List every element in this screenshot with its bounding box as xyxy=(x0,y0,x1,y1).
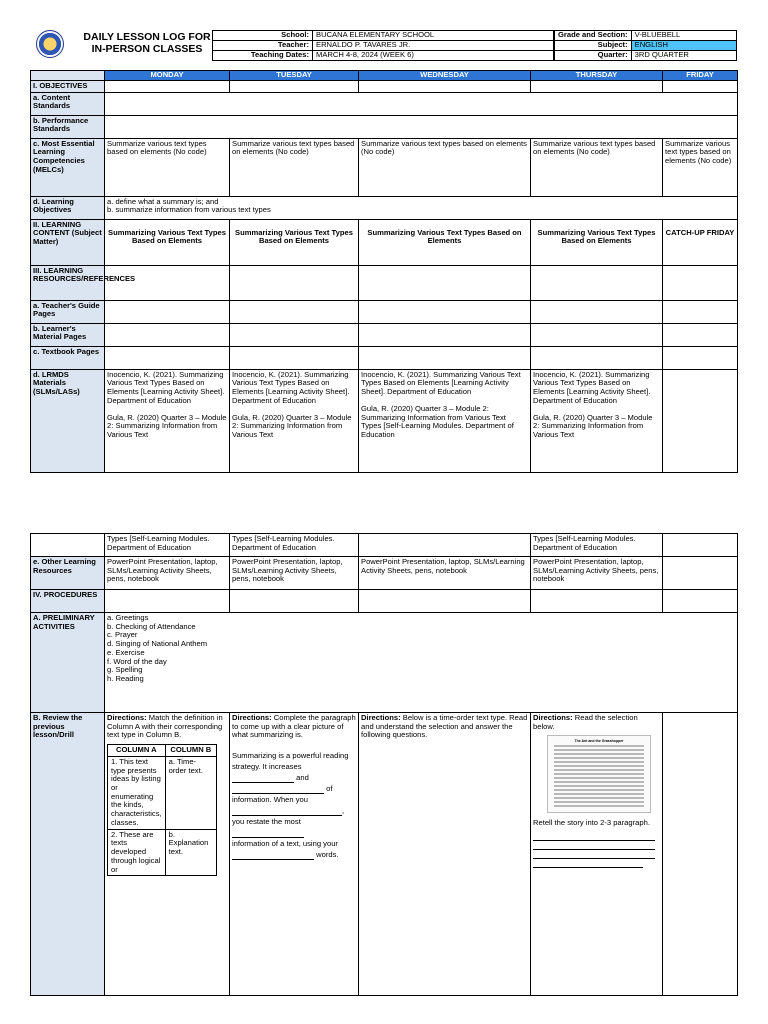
retell-instruction: Retell the story into 2-3 paragraph. xyxy=(533,818,650,828)
document-header xyxy=(30,28,737,65)
melc-tuesday: Summarize various text types based on elements (No code) xyxy=(230,138,359,196)
column-a-header: COLUMN A xyxy=(108,745,166,757)
row-label-learning-resources: III. LEARNING RESOURCES/REFERENCES xyxy=(31,265,105,300)
lrmds-cont-tuesday: Types [Self-Learning Modules. Department of Education xyxy=(230,534,359,557)
lrmds-friday xyxy=(663,369,738,472)
content-tuesday: Summarizing Various Text Types Based on Elements xyxy=(230,219,359,265)
content-friday: CATCH-UP FRIDAY xyxy=(663,219,738,265)
column-b-item: b. Explanation text. xyxy=(165,829,216,876)
document-title: DAILY LESSON LOG FOR IN-PERSON CLASSES xyxy=(83,31,211,56)
day-tuesday: TUESDAY xyxy=(230,71,359,81)
row-label-objectives: I. OBJECTIVES xyxy=(31,81,105,93)
review-monday: Directions: Match the definition in Column A with their corresponding text type in Column B. COLUMN A COLUMN B 1. This text type presents ideas by listing or enumerating the kinds, characteristics, classes. a. Time-order text. 2. These are texts developed through logical or b. Explanation text. xyxy=(105,713,230,996)
lrmds-wednesday: Inocencio, K. (2021). Summarizing Various Text Types Based on Elements [Learning Activity Sheet]. Department of Education Gula, R. (2020) Quarter 3 – Module 2: Summarizing Information from Various Text Types [Self-Learning Modules. Department of Education xyxy=(359,369,531,472)
melc-monday: Summarize various text types based on elements (No code) xyxy=(105,138,230,196)
answer-blank xyxy=(232,793,324,794)
column-a-item: 1. This text type presents ideas by listing or enumerating the kinds, characteristics, classes. xyxy=(108,756,166,829)
lrmds-cont-monday: Types [Self-Learning Modules. Department of Education xyxy=(105,534,230,557)
row-label-performance-standards: b. Performance Standards xyxy=(31,115,105,138)
column-b-item: a. Time-order text. xyxy=(165,756,216,829)
answer-line xyxy=(533,832,655,841)
performance-standards-cell xyxy=(105,115,738,138)
melc-thursday: Summarize various text types based on elements (No code) xyxy=(531,138,663,196)
lrmds-monday: Inocencio, K. (2021). Summarizing Various Text Types Based on Elements [Learning Activity Sheet]. Department of Education Gula, R. (2020) Quarter 3 – Module 2: Summarizing Information from Various Text xyxy=(105,369,230,472)
row-label-review: B. Review the previous lesson/Drill xyxy=(31,713,105,996)
lrmds-cont-thursday: Types [Self-Learning Modules. Department of Education xyxy=(531,534,663,557)
other-res-thursday: PowerPoint Presentation, laptop, SLMs/Learning Activity Sheets, pens, notebook xyxy=(531,557,663,590)
day-header-row xyxy=(31,71,738,81)
class-info-table: Grade and Section: V-BLUEBELL Subject: ENGLISH Quarter: 3RD QUARTER xyxy=(554,30,737,61)
teacher-name: ERNALDO P. TAVARES JR. xyxy=(313,41,554,51)
answer-blank xyxy=(232,782,294,783)
column-a-item: 2. These are texts developed through logical or xyxy=(108,829,166,876)
answer-blank xyxy=(232,837,304,838)
school-name: BUCANA ELEMENTARY SCHOOL xyxy=(313,31,554,41)
quarter-value: 3RD QUARTER xyxy=(631,51,736,61)
row-label-learners-material: b. Learner's Material Pages xyxy=(31,323,105,346)
answer-line xyxy=(533,850,655,859)
row-label-lrmds: d. LRMDS Materials (SLMs/LASs) xyxy=(31,369,105,472)
answer-blank xyxy=(232,859,314,860)
teaching-dates: MARCH 4-8, 2024 (WEEK 6) xyxy=(313,51,554,61)
content-standards-cell xyxy=(105,92,738,115)
row-label-melcs: c. Most Essential Learning Competencies (MELCs) xyxy=(31,138,105,196)
row-label-textbook: c. Textbook Pages xyxy=(31,346,105,369)
day-monday: MONDAY xyxy=(105,71,230,81)
row-label-teachers-guide: a. Teacher's Guide Pages xyxy=(31,300,105,323)
row-label-procedures: IV. PROCEDURES xyxy=(31,590,105,613)
lrmds-tuesday: Inocencio, K. (2021). Summarizing Various Text Types Based on Elements [Learning Activity Sheet]. Department of Education Gula, R. (2020) Quarter 3 – Module 2: Summarizing Information from Various Text xyxy=(230,369,359,472)
lrmds-thursday: Inocencio, K. (2021). Summarizing Various Text Types Based on Elements [Learning Activity Sheet]. Department of Education Gula, R. (2020) Quarter 3 – Module 2: Summarizing Information from Various Text xyxy=(531,369,663,472)
page-one xyxy=(30,28,737,473)
matching-table xyxy=(107,744,217,876)
page-two xyxy=(30,533,737,996)
school-info-table: School: BUCANA ELEMENTARY SCHOOL Teacher: ERNALDO P. TAVARES JR. Teaching Dates: MARCH 4-8, 2024 (WEEK 6) xyxy=(212,30,554,61)
row-label-learning-objectives: d. Learning Objectives xyxy=(31,196,105,219)
row-label-content-standards: a. Content Standards xyxy=(31,92,105,115)
day-thursday: THURSDAY xyxy=(531,71,663,81)
answer-line xyxy=(533,859,643,868)
review-friday xyxy=(663,713,738,996)
review-tuesday: Directions: Complete the paragraph to come up with a clear picture of what summarizing is. Summarizing is a powerful reading strategy. It increases and of information. When you , you restate the most information of a text, using your words. xyxy=(230,713,359,996)
day-wednesday: WEDNESDAY xyxy=(359,71,531,81)
review-thursday: Directions: Read the selection below. The Ant and the Grasshopper Retell the story into 2-3 paragraph. xyxy=(531,713,663,996)
other-res-monday: PowerPoint Presentation, laptop, SLMs/Learning Activity Sheets, pens, notebook xyxy=(105,557,230,590)
content-thursday: Summarizing Various Text Types Based on Elements xyxy=(531,219,663,265)
other-res-tuesday: PowerPoint Presentation, laptop, SLMs/Learning Activity Sheets, pens, notebook xyxy=(230,557,359,590)
row-label-other-resources: e. Other Learning Resources xyxy=(31,557,105,590)
row-label-preliminary: A. PRELIMINARY ACTIVITIES xyxy=(31,613,105,713)
content-monday: Summarizing Various Text Types Based on Elements xyxy=(105,219,230,265)
story-image: The Ant and the Grasshopper xyxy=(547,735,651,813)
melc-wednesday: Summarize various text types based on elements (No code) xyxy=(359,138,531,196)
other-res-wednesday: PowerPoint Presentation, laptop, SLMs/Learning Activity Sheets, pens, notebook xyxy=(359,557,531,590)
grade-section: V-BLUEBELL xyxy=(631,31,736,41)
content-wednesday: Summarizing Various Text Types Based on Elements xyxy=(359,219,531,265)
deped-seal-icon xyxy=(36,30,64,58)
lesson-log-table-continued xyxy=(30,533,738,996)
column-b-header: COLUMN B xyxy=(165,745,216,757)
day-friday: FRIDAY xyxy=(663,71,738,81)
answer-line xyxy=(533,841,655,850)
answer-blank xyxy=(232,815,342,816)
subject-value: ENGLISH xyxy=(631,41,736,51)
melc-friday: Summarize various text types based on elements (No code) xyxy=(663,138,738,196)
preliminary-activities-cell: a. Greetings b. Checking of Attendance c. Prayer d. Singing of National Anthem e. Exercise f. Word of the day g. Spelling h. Reading xyxy=(105,613,738,713)
review-wednesday: Directions: Below is a time-order text type. Read and understand the selection and answer the following questions. xyxy=(359,713,531,996)
learning-objectives-cell: a. define what a summary is; and b. summarize information from various text types xyxy=(105,196,738,219)
lesson-log-table xyxy=(30,70,738,473)
row-label-learning-content: II. LEARNING CONTENT (Subject Matter) xyxy=(31,219,105,265)
